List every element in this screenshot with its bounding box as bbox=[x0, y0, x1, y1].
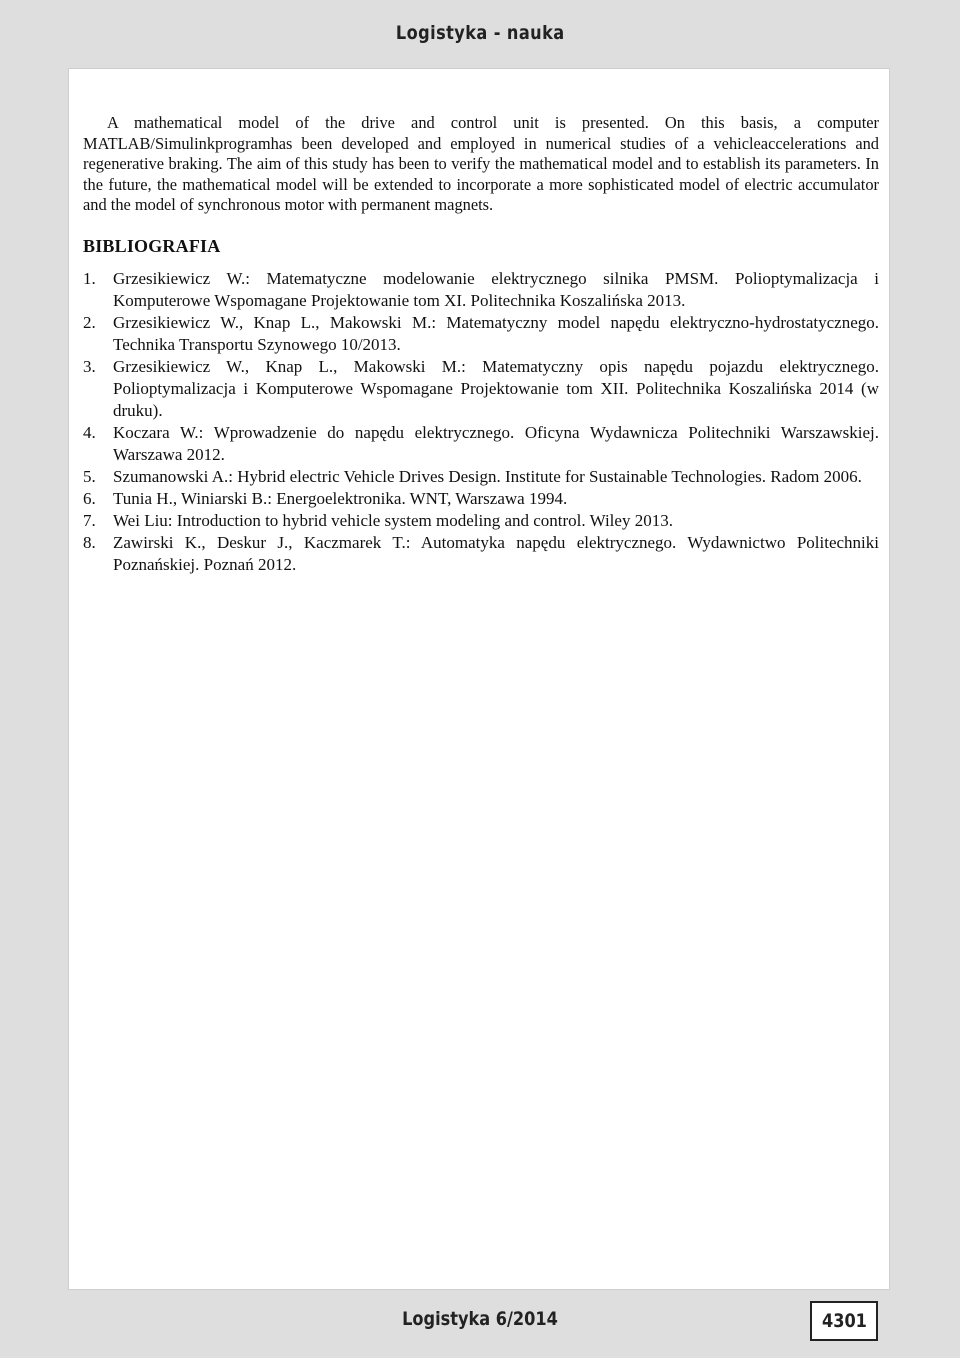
bibliography-heading: BIBLIOGRAFIA bbox=[83, 236, 221, 256]
bibliography-item bbox=[83, 312, 879, 356]
bibliography-item-text: Wei Liu: Introduction to hybrid vehicle system modeling and control. Wiley 2013. bbox=[113, 511, 673, 530]
footer-journal-issue: Logistyka 6/2014 bbox=[402, 1308, 558, 1330]
bibliography-item bbox=[83, 356, 879, 422]
bibliography-item-number: 8. bbox=[83, 533, 96, 552]
bibliography-item bbox=[83, 532, 879, 576]
bibliography-item-number: 7. bbox=[83, 511, 96, 530]
bibliography-item-text: Grzesikiewicz W., Knap L., Makowski M.: Matematyczny opis napędu pojazdu elektrycznego. Polioptymalizacja i Komputerowe Wspomagane Projektowanie tom XII. Politechnika Koszalińska 2014 (w druku). bbox=[113, 357, 879, 420]
bibliography-item bbox=[83, 488, 879, 510]
bibliography-item-text: Zawirski K., Deskur J., Kaczmarek T.: Automatyka napędu elektrycznego. Wydawnictwo Politechniki Poznańskiej. Poznań 2012. bbox=[113, 533, 879, 574]
bibliography-item-text: Koczara W.: Wprowadzenie do napędu elektrycznego. Oficyna Wydawnicza Politechniki Warszawskiej. Warszawa 2012. bbox=[113, 423, 879, 464]
page-header bbox=[0, 0, 960, 70]
bibliography-item bbox=[83, 422, 879, 466]
abstract-paragraph: A mathematical model of the drive and control unit is presented. On this basis, a computer MATLAB/Simulinkprogramhas been developed and employed in numerical studies of a vehicleaccelerations and regenerative braking. The aim of this study has been to verify the mathematical model and to establish its parameters. In the future, the mathematical model will be extended to incorporate a more sophisticated model of electric accumulator and the model of synchronous motor with permanent magnets. bbox=[83, 113, 879, 214]
bibliography-item bbox=[83, 510, 879, 532]
bibliography-item bbox=[83, 268, 879, 312]
bibliography-item bbox=[83, 466, 879, 488]
bibliography-item-text: Tunia H., Winiarski B.: Energoelektronika. WNT, Warszawa 1994. bbox=[113, 489, 568, 508]
page-number-box bbox=[810, 1301, 878, 1341]
bibliography-item-text: Grzesikiewicz W., Knap L., Makowski M.: Matematyczny model napędu elektryczno-hydrostatycznego. Technika Transportu Szynowego 10/2013. bbox=[113, 313, 879, 354]
paper-page bbox=[68, 68, 890, 1290]
bibliography-item-number: 5. bbox=[83, 467, 96, 486]
bibliography-item-number: 2. bbox=[83, 313, 96, 332]
bibliography-item-text: Szumanowski A.: Hybrid electric Vehicle Drives Design. Institute for Sustainable Technologies. Radom 2006. bbox=[113, 467, 862, 486]
bibliography-item-number: 1. bbox=[83, 269, 96, 288]
bibliography-item-number: 4. bbox=[83, 423, 96, 442]
bibliography-item-number: 6. bbox=[83, 489, 96, 508]
bibliography-list bbox=[83, 268, 879, 576]
journal-section-title: Logistyka - nauka bbox=[395, 22, 565, 44]
page-number: 4301 bbox=[821, 1310, 867, 1332]
bibliography-item-number: 3. bbox=[83, 357, 96, 376]
bibliography-item-text: Grzesikiewicz W.: Matematyczne modelowanie elektrycznego silnika PMSM. Polioptymalizacja i Komputerowe Wspomagane Projektowanie tom XI. Politechnika Koszalińska 2013. bbox=[113, 269, 879, 310]
